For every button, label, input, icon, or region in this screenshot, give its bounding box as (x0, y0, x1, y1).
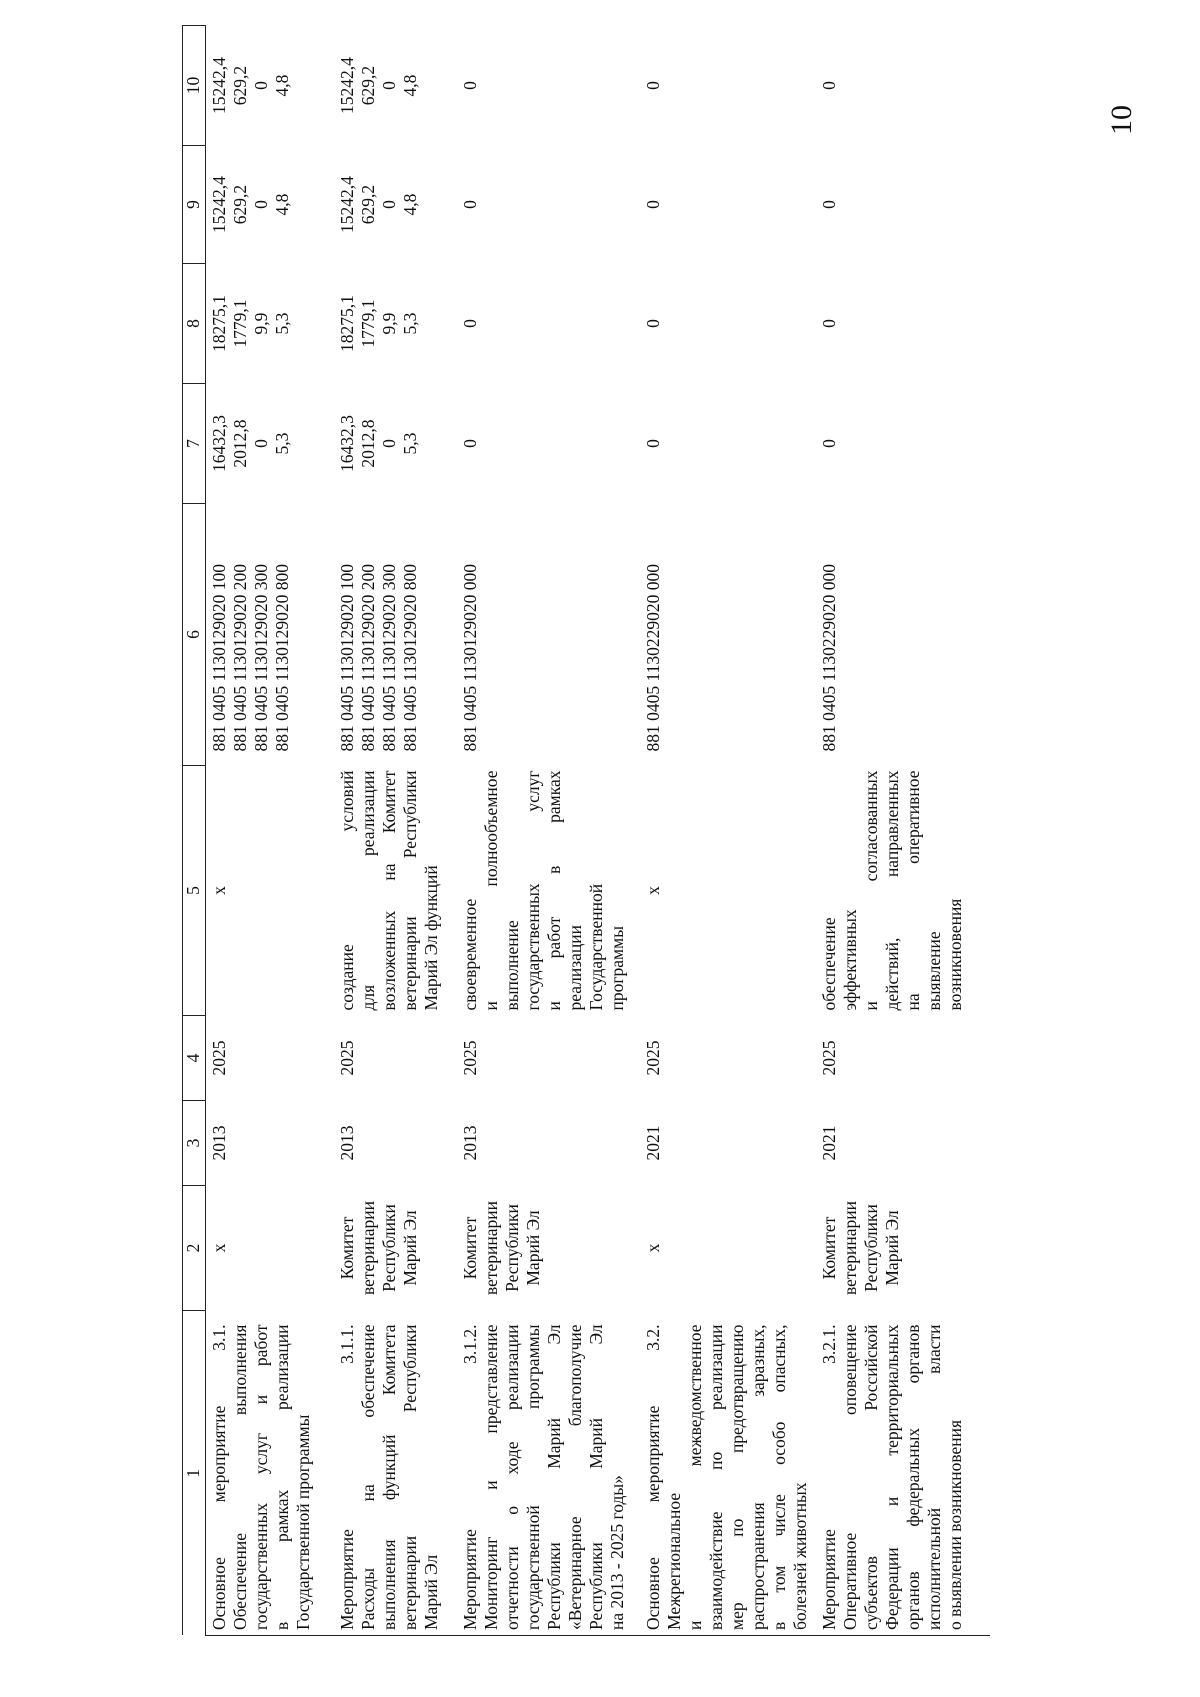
text-line: в том числе особо опасных, (769, 1324, 789, 1630)
amount-cell-c7 (334, 384, 457, 504)
text-line: ветеринарии Республики (400, 1324, 420, 1630)
text-line: х (643, 886, 663, 895)
text-line: 15242,4 (209, 57, 229, 114)
budget-code-cell (640, 504, 816, 766)
text-line: ветеринарии Республики (400, 770, 420, 1011)
text-line: эффективных (840, 909, 860, 1011)
table-body (206, 26, 991, 1636)
activity-name-cell (206, 1311, 335, 1636)
text-line: 881 0405 1130129020 100 (209, 564, 229, 752)
text-line: 881 0405 1130129020 300 (251, 564, 271, 752)
start-year-cell: 2013 (337, 1125, 357, 1161)
text-line: х (209, 886, 229, 895)
text-line: 15242,4 (337, 176, 357, 233)
text-line: Оперативное оповещение (840, 1324, 860, 1630)
text-line: Основное мероприятие 3.2. (643, 1324, 663, 1630)
text-line: мер по предотвращению (727, 1324, 747, 1630)
activity-name-cell (816, 1311, 990, 1636)
executor-cell (334, 1186, 457, 1311)
budget-code-cell (334, 504, 457, 766)
text-line: для реализации (358, 770, 378, 1011)
text-line: 5,3 (400, 432, 420, 455)
text-line: 0 (643, 81, 663, 90)
amount-cell-c8 (206, 264, 335, 384)
text-line: х (643, 1243, 663, 1253)
end-year-cell: 2025 (819, 1040, 839, 1076)
text-line: 0 (819, 319, 839, 328)
start-year-cell: 2013 (209, 1125, 229, 1161)
column-header: 6 (183, 504, 206, 766)
column-header: 3 (183, 1101, 206, 1186)
text-line: Федерации и территориальных (882, 1324, 902, 1630)
table-row (457, 26, 640, 1636)
text-line: 15242,4 (337, 57, 357, 114)
text-line: 881 0405 1130129020 300 (379, 564, 399, 752)
text-line: обеспечение (819, 917, 839, 1011)
text-line: 881 0405 1130229020 000 (819, 564, 839, 752)
text-line: 1779,1 (358, 299, 378, 348)
text-line: о выявлении возникновения (945, 1419, 965, 1630)
text-line: Межрегиональное (664, 1492, 684, 1630)
text-line: 0 (460, 200, 480, 209)
text-line: 2012,8 (230, 419, 250, 468)
text-line: и межведомственное (685, 1324, 705, 1630)
text-line: на 2013 - 2025 годы» (607, 1475, 627, 1630)
text-line: выявление (924, 931, 944, 1011)
text-line: Марий Эл (400, 1210, 420, 1286)
page-number: 10 (1105, 105, 1138, 135)
amount-cell-c7 (640, 384, 816, 504)
text-line: 881 0405 1130129020 200 (230, 564, 250, 752)
amount-cell-c8 (457, 264, 640, 384)
text-line: выполнение (502, 920, 522, 1011)
text-line: своевременное (460, 898, 480, 1011)
end-year-cell: 2025 (337, 1040, 357, 1076)
text-line: государственных услуг (523, 770, 543, 1011)
text-line: 0 (460, 439, 480, 448)
text-line: ветеринарии (358, 1200, 378, 1296)
expected-result-cell (206, 766, 335, 1016)
amount-cell-c9 (457, 146, 640, 264)
text-line: 0 (379, 81, 399, 90)
text-line: Марий Эл (421, 1554, 441, 1630)
text-line: Мероприятие 3.2.1. (819, 1324, 839, 1630)
text-line: 18275,1 (337, 295, 357, 352)
text-line: 9,9 (251, 312, 271, 335)
text-line: ветеринарии (481, 1200, 501, 1296)
text-line: 1779,1 (230, 299, 250, 348)
amount-cell-c8 (640, 264, 816, 384)
text-line: и полнообъемное (481, 770, 501, 1011)
budget-code-cell (206, 504, 335, 766)
text-line: взаимодействие по реализации (706, 1324, 726, 1630)
amount-cell-c10 (206, 26, 335, 146)
text-line: 4,8 (400, 193, 420, 216)
text-line: в рамках реализации (272, 1324, 292, 1630)
text-line: органов федеральных органов (903, 1324, 923, 1630)
text-line: 16432,3 (209, 415, 229, 472)
text-line: реализации (565, 924, 585, 1011)
activity-name-cell (334, 1311, 457, 1636)
text-line: и согласованных (861, 770, 881, 1011)
text-line: 0 (819, 81, 839, 90)
text-line: 881 0405 1130129020 200 (358, 564, 378, 752)
text-line: 0 (379, 200, 399, 209)
text-line: 0 (379, 439, 399, 448)
text-line: 881 0405 1130229020 000 (643, 564, 663, 752)
text-line: 0 (819, 439, 839, 448)
start-year-cell: 2013 (460, 1125, 480, 1161)
text-line: государственных услуг и работ (251, 1324, 271, 1630)
text-line: Основное мероприятие 3.1. (209, 1324, 229, 1630)
budget-code-cell (816, 504, 990, 766)
text-line: действий, направленных (882, 770, 902, 1011)
text-line: возложенных на Комитет (379, 770, 399, 1011)
text-line: ветеринарии (840, 1200, 860, 1296)
text-line: 0 (819, 200, 839, 209)
text-line: Марий Эл (882, 1210, 902, 1286)
text-line: 4,8 (400, 74, 420, 97)
column-header: 10 (183, 26, 206, 146)
amount-cell-c9 (816, 146, 990, 264)
text-line: Комитет (337, 1216, 357, 1280)
executor-cell (640, 1186, 816, 1311)
text-line: Комитет (460, 1216, 480, 1280)
text-line: исполнительной власти (924, 1324, 944, 1630)
text-line: Мероприятие 3.1.1. (337, 1324, 357, 1630)
text-line: 4,8 (272, 74, 292, 97)
text-line: 0 (251, 200, 271, 209)
text-line: Республики (502, 1204, 522, 1292)
table-row (640, 26, 816, 1636)
text-line: Республики Марий Эл (586, 1324, 606, 1630)
text-line: 0 (460, 319, 480, 328)
text-line: 0 (643, 200, 663, 209)
text-line: 0 (251, 81, 271, 90)
column-header: 2 (183, 1186, 206, 1311)
amount-cell-c9 (334, 146, 457, 264)
expected-result-cell (334, 766, 457, 1016)
text-line: и работ в рамках (544, 770, 564, 1011)
text-line: Республики (861, 1204, 881, 1292)
amount-cell-c10 (334, 26, 457, 146)
text-line: 629,2 (358, 184, 378, 225)
text-line: выполнения функций Комитета (379, 1324, 399, 1630)
text-line: 5,3 (272, 432, 292, 455)
amount-cell-c7 (457, 384, 640, 504)
text-line: болезней животных (790, 1482, 810, 1630)
table-row (334, 26, 457, 1636)
amount-cell-c8 (334, 264, 457, 384)
text-line: 629,2 (230, 65, 250, 106)
expected-result-cell (457, 766, 640, 1016)
activity-name-cell (640, 1311, 816, 1636)
table-row (206, 26, 335, 1636)
column-header: 1 (183, 1311, 206, 1636)
text-line: отчетности о ходе реализации (502, 1324, 522, 1630)
text-line: 0 (643, 439, 663, 448)
expected-result-cell (816, 766, 990, 1016)
text-line: Мероприятие 3.1.2. (460, 1324, 480, 1630)
amount-cell-c8 (816, 264, 990, 384)
amount-cell-c10 (640, 26, 816, 146)
text-line: государственной программы (523, 1324, 543, 1630)
text-line: Расходы на обеспечение (358, 1324, 378, 1630)
end-year-cell: 2025 (460, 1040, 480, 1076)
text-line: Марий Эл функций (421, 865, 441, 1011)
text-line: «Ветеринарное благополучие (565, 1324, 585, 1630)
executor-cell (816, 1186, 990, 1311)
text-line: 881 0405 1130129020 800 (272, 564, 292, 752)
column-header: 4 (183, 1016, 206, 1101)
text-line: программы (607, 926, 627, 1011)
text-line: 0 (251, 439, 271, 448)
amount-cell-c9 (640, 146, 816, 264)
end-year-cell: 2025 (209, 1040, 229, 1076)
column-header: 9 (183, 146, 206, 264)
text-line: 629,2 (230, 184, 250, 225)
column-header: 7 (183, 384, 206, 504)
text-line: 18275,1 (209, 295, 229, 352)
text-line: 881 0405 1130129020 000 (460, 564, 480, 752)
text-line: Государственной программы (293, 1414, 313, 1630)
activity-name-cell (457, 1311, 640, 1636)
budget-code-cell (457, 504, 640, 766)
executor-cell (457, 1186, 640, 1311)
expected-result-cell (640, 766, 816, 1016)
text-line: Республики Марий Эл (544, 1324, 564, 1630)
text-line: на оперативное (903, 770, 923, 1011)
text-line: 16432,3 (337, 415, 357, 472)
amount-cell-c7 (206, 384, 335, 504)
text-line: Мониторинг и представление (481, 1324, 501, 1630)
text-line: х (209, 1243, 229, 1253)
start-year-cell: 2021 (643, 1125, 663, 1161)
amount-cell-c10 (816, 26, 990, 146)
amount-cell-c7 (816, 384, 990, 504)
text-line: Марий Эл (523, 1210, 543, 1286)
column-header: 5 (183, 766, 206, 1016)
text-line: Республики (379, 1204, 399, 1292)
text-line: Комитет (819, 1216, 839, 1280)
executor-cell (206, 1186, 335, 1311)
text-line: 0 (460, 81, 480, 90)
text-line: 4,8 (272, 193, 292, 216)
text-line: 9,9 (379, 312, 399, 335)
text-line: возникновения (945, 898, 965, 1011)
rotated-page (182, 26, 1200, 1636)
text-line: 0 (643, 319, 663, 328)
amount-cell-c9 (206, 146, 335, 264)
end-year-cell: 2025 (643, 1040, 663, 1076)
text-line: 2012,8 (358, 419, 378, 468)
text-line: Государственной (586, 883, 606, 1011)
text-line: 5,3 (272, 312, 292, 335)
text-line: 881 0405 1130129020 100 (337, 564, 357, 752)
text-line: распространения заразных, (748, 1324, 768, 1630)
program-table (182, 25, 990, 1636)
start-year-cell: 2021 (819, 1125, 839, 1161)
table-row (816, 26, 990, 1636)
text-line: 5,3 (400, 312, 420, 335)
text-line: 881 0405 1130129020 800 (400, 564, 420, 752)
text-line: субъектов Российской (861, 1324, 881, 1630)
text-line: 629,2 (358, 65, 378, 106)
text-line: Обеспечение выполнения (230, 1324, 250, 1630)
column-header: 8 (183, 264, 206, 384)
table-header (183, 26, 206, 1636)
text-line: создание условий (337, 770, 357, 1011)
text-line: 15242,4 (209, 176, 229, 233)
amount-cell-c10 (457, 26, 640, 146)
